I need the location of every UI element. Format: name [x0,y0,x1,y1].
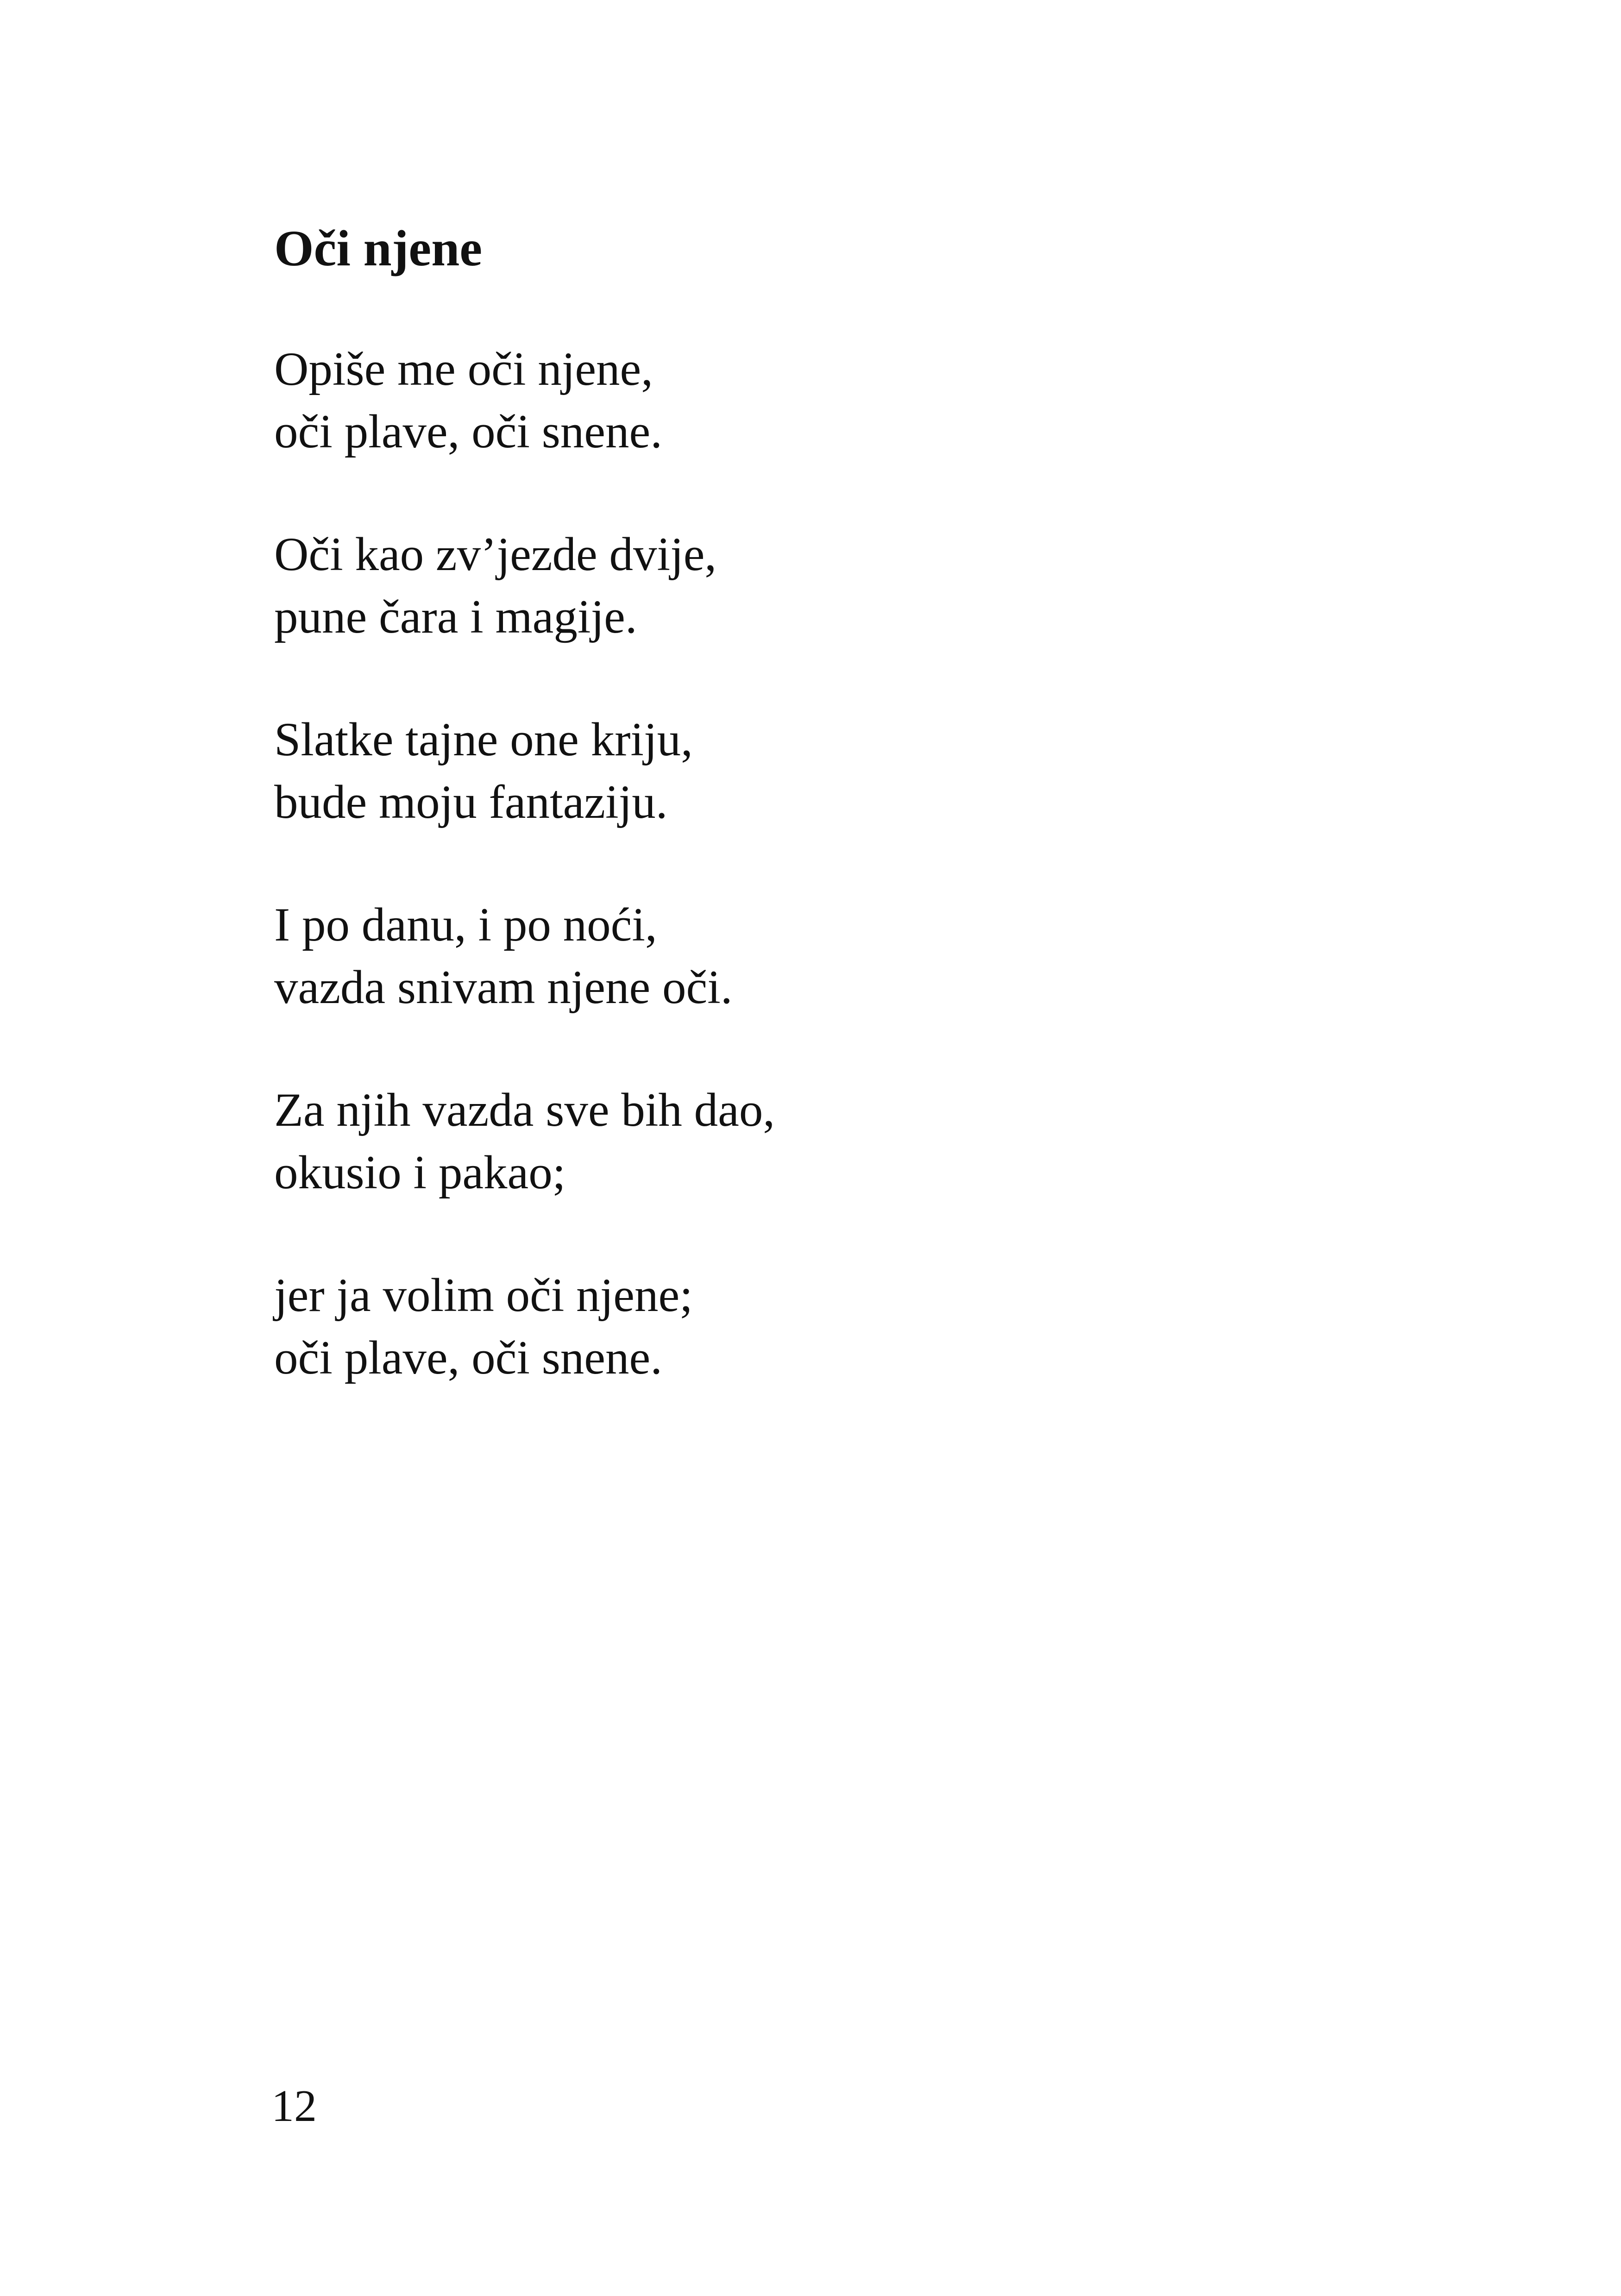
stanza-5 [274,1079,1339,1204]
stanza-4 [274,894,1339,1019]
poem-line: Oči kao zv’jezde dvije, [274,528,717,581]
poem-line: oči plave, oči snene. [274,1331,662,1384]
stanza-1 [274,338,1339,463]
page-number: 12 [271,2081,317,2131]
poem-line: bude moju fantaziju. [274,776,668,828]
poem-line: okusio i pakao; [274,1146,566,1199]
stanza-6 [274,1264,1339,1389]
stanza-3 [274,709,1339,834]
poem-line: I po danu, i po noći, [274,898,657,951]
poem-line: pune čara i magije. [274,590,637,643]
poem-title: Oči njene [274,220,483,276]
poem-line: Opiše me oči njene, [274,343,653,395]
poem-body [274,338,1339,1449]
poem-line: Slatke tajne one kriju, [274,713,693,766]
poem-line: jer ja volim oči njene; [274,1269,693,1322]
stanza-2 [274,523,1339,648]
poem-line: oči plave, oči snene. [274,405,662,458]
poem-line: Za njih vazda sve bih dao, [274,1084,775,1136]
poem-line: vazda snivam njene oči. [274,961,733,1014]
